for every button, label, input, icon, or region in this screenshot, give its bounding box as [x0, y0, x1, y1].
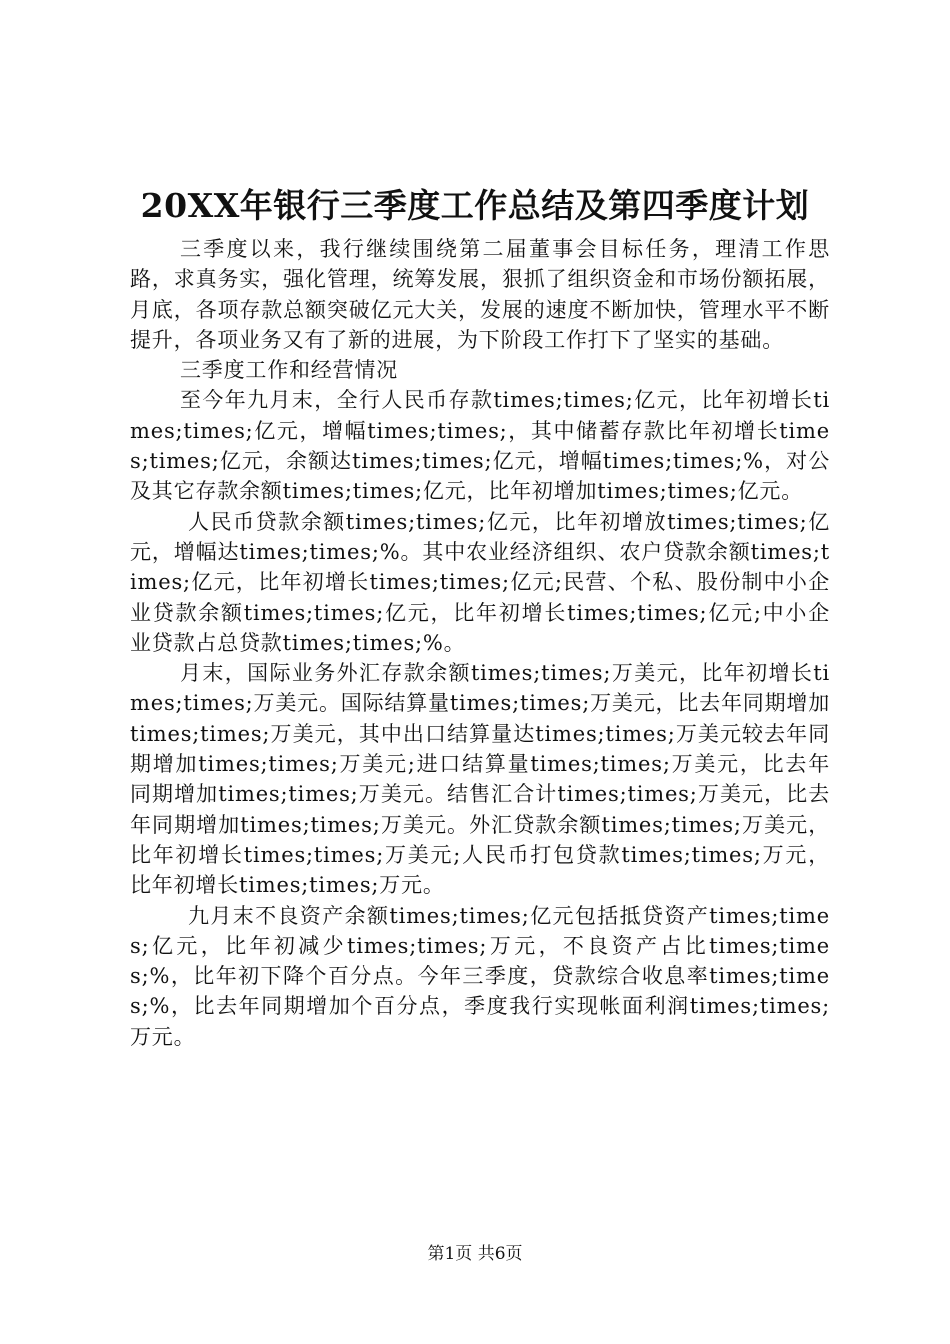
section-heading: 三季度工作和经营情况 — [180, 358, 398, 383]
document-body — [130, 234, 830, 1052]
paragraph-international: 月末，国际业务外汇存款余额times;times;万美元，比年初增长times;times;万美元。国际结算量times;times;万美元，比去年同期增加times;times;万美元，其中出口结算量达times;times;万美元较去年同期增加times;times;万美元;进口结算量times;times;万美元，比去年同期增加times;times;万美元。结售汇合计times;times;万美元，比去年同期增加times;times;万美元。外汇贷款余额times;times;万美元，比年初增长times;times;万美元;人民币打包贷款times;times;万元，比年初增长times;times;万元。 — [130, 661, 830, 898]
page-footer: 第1页 共6页 — [427, 1244, 523, 1264]
paragraph-nonperforming: 九月末不良资产余额times;times;亿元包括抵贷资产times;times;亿元，比年初减少times;times;万元，不良资产占比times;times;%，比年初下降个百分点。今年三季度，贷款综合收息率times;times;%，比去年同期增加个百分点，季度我行实现帐面利润times;times;万元。 — [130, 903, 830, 1049]
paragraph-loans: 人民币贷款余额times;times;亿元，比年初增放times;times;亿元，增幅达times;times;%。其中农业经济组织、农户贷款余额times;times;亿元，比年初增长times;times;亿元;民营、个私、股份制中小企业贷款余额times;times;亿元，比年初增长times;times;亿元;中小企业贷款占总贷款times;times;%。 — [130, 509, 830, 655]
paragraph-intro: 三季度以来，我行继续围绕第二届董事会目标任务，理清工作思路，求真务实，强化管理，统筹发展，狠抓了组织资金和市场份额拓展，月底，各项存款总额突破亿元大关，发展的速度不断加快，管理水平不断提升，各项业务又有了新的进展，为下阶段工作打下了坚实的基础。 — [130, 237, 830, 352]
paragraph-deposits: 至今年九月末，全行人民币存款times;times;亿元，比年初增长times;times;亿元，增幅times;times;，其中储蓄存款比年初增长times;times;亿元，余额达times;times;亿元，增幅times;times;%，对公及其它存款余额times;times;亿元，比年初增加times;times;亿元。 — [130, 388, 830, 504]
document-title: 20XX年银行三季度工作总结及第四季度计划 — [140, 186, 810, 225]
